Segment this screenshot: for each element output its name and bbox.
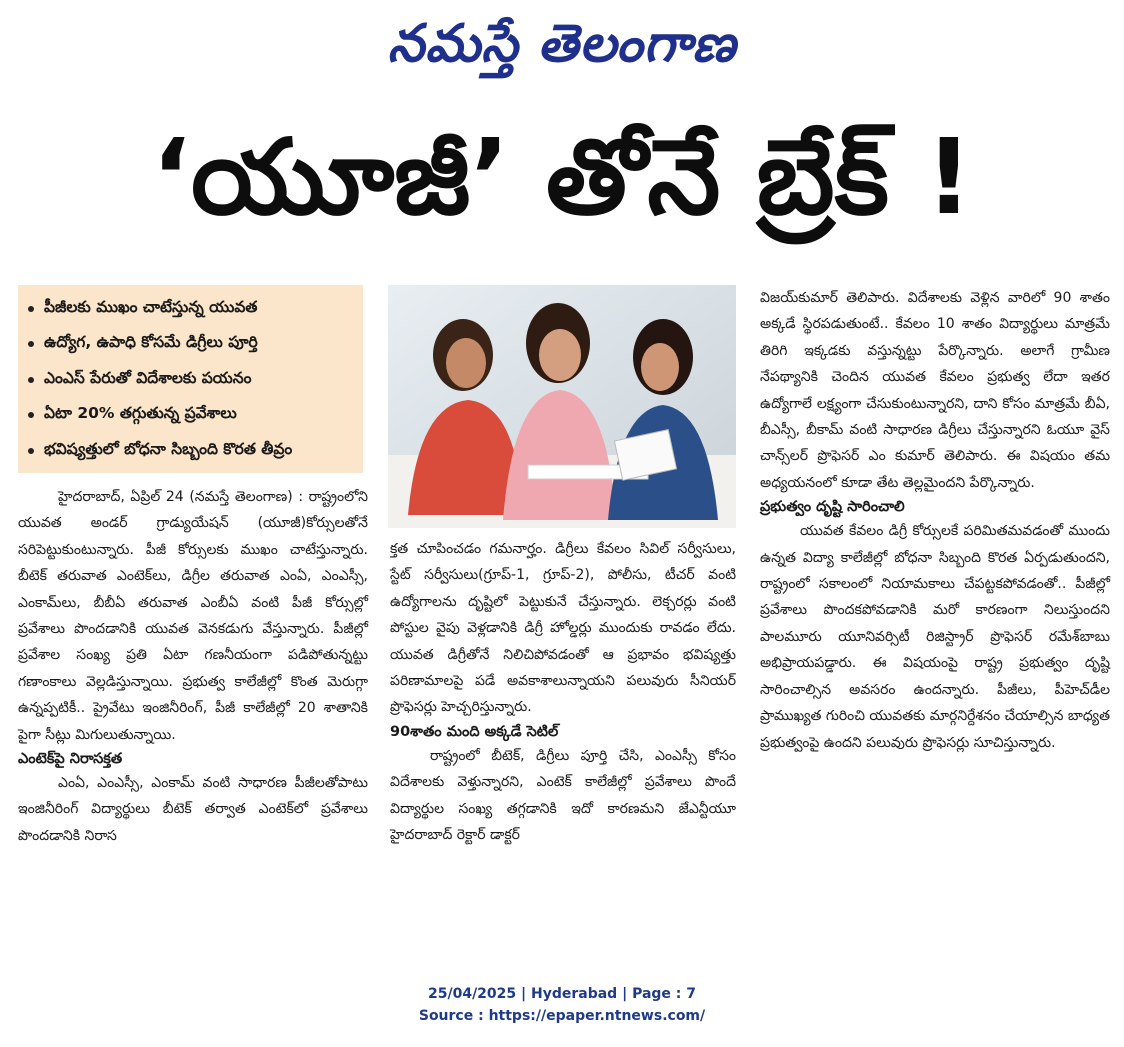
article-paragraph: యువత కేవలం డిగ్రీ కోర్సులకే పరిమితమవడంతో ముందు ఉన్నత విద్యా కాలేజీల్లో బోధనా సిబ్బంది కొరత ఏర్పడుతుందని, రాష్ట్రంలో సకాలంలో నియామకాలు చేపట్టకపోవడంతో.. పీజీల్లో ప్రవేశాలు పొందకపోవడానికి మరో కారణంగా నిలుస్తుందని పాలమూరు యూనివర్సిటీ రిజిస్ట్రార్‌ ప్రొఫెసర్‌ రమేశ్‌బాబు అభిప్రాయపడ్డారు. ఈ విషయంపై రాష్ట్ర ప్రభుత్వం దృష్టి సారించాల్సిన అవసరం ఉందన్నారు. పీజీలు, పీహెచ్‌డీల ప్రాముఖ్యత గురించి యువతకు మార్గనిర్దేశనం చేయాల్సిన బాధ్యత ప్రభుత్వంపై ఉందని పలువురు ప్రొఫెసర్లు సూచిస్తున్నారు. (760, 523, 1110, 751)
article-paragraph: హైదరాబాద్‌, ఏప్రిల్‌ 24 (నమస్తే తెలంగాణ) : రాష్ట్రంలోని యువత అండర్‌ గ్రాడ్యుయేషన్‌ (యూజీ)కోర్సులతోనే సరిపెట్టుకుంటున్నారు. పీజీ కోర్సులకు ముఖం చాటేస్తున్నారు. బీటెక్‌ తరువాత ఎంటెక్‌లు, డిగ్రీల తరువాత ఎంఏ, ఎంఎస్సీ, ఎంకామ్‌లు, బీబీఏ తరువాత ఎంబీఏ వంటి పీజీ కోర్సుల్లో ప్రవేశాలు పొందడానికి యువత వెనకడుగు వేస్తున్నారు. పీజీల్లో ప్రవేశాల సంఖ్య ప్రతి ఏటా గణనీయంగా పడిపోతున్నట్టు గణాంకాలు వెల్లడిస్తున్నాయి. ప్రభుత్వ కాలేజీల్లో కొంత మెరుగ్గా ఉన్నప్పటికీ.. ప్రైవేటు ఇంజినీరింగ్‌, పీజీ కాలేజీల్లో 20 శాతానికి పైగా సీట్లు మిగులుతున్నాయి. (18, 489, 368, 743)
article-headline: ‘యూజీ’ తోనే బ్రేక్‌ ! (151, 116, 973, 238)
highlight-item (28, 362, 353, 398)
footer-date-page: 25/04/2025 | Hyderabad | Page : 7 (427, 986, 697, 1002)
highlights-box (18, 285, 363, 473)
highlight-text: పీజీలకు ముఖం చాటేస్తున్న యువత (44, 297, 258, 316)
highlight-text: ఏటా 20% తగ్గుతున్న ప్రవేశాలు (44, 404, 237, 423)
article-subheading: 90శాతం మంది అక్కడే సెటిల్‌ (390, 723, 559, 740)
highlight-text: భవిష్యత్తులో బోధనా సిబ్బంది కొరత తీవ్రం (44, 439, 293, 458)
article-photo (388, 285, 736, 528)
bullet-icon (28, 448, 34, 454)
article-subheading: ప్రభుత్వం దృష్టి సారించాలి (760, 499, 905, 516)
highlight-item (28, 327, 353, 363)
article-column-3 (760, 285, 1110, 756)
bullet-icon (28, 377, 34, 383)
bullet-icon (28, 306, 34, 312)
article-subheading: ఎంటెక్‌పై నిరాసక్తత (18, 751, 123, 768)
footer-source: Source : https://epaper.ntnews.com/ (418, 1008, 706, 1024)
article-paragraph: క్తత చూపించడం గమనార్హం. డిగ్రీలు కేవలం సివిల్‌ సర్వీసులు, స్టేట్‌ సర్వీసులు(గ్రూప్‌-1, గ్రూప్‌-2), పోలీసు, టీచర్‌ వంటి ఉద్యోగాలను దృష్టిలో పెట్టుకునే చేస్తున్నారు. లెక్చరర్లు వంటి పోస్టుల వైపు వెళ్లడానికి డిగ్రీ హోల్డర్లు ముందుకు రావడం లేదు. యువత డిగ్రీతోనే నిలిచిపోవడంతో ఆ ప్రభావం భవిష్యత్తు పరిణామాలపై పడే అవకాశాలున్నాయని పలువురు సీనియర్‌ ప్రొఫెసర్లు హెచ్చరిస్తున్నారు. (390, 541, 736, 716)
article-paragraph: ఎంఏ, ఎంఎస్సీ, ఎంకామ్‌ వంటి సాధారణ పీజీలతోపాటు ఇంజినీరింగ్‌ విద్యార్థులు బీటెక్‌ తర్వాత ఎంటెక్‌లో ప్రవేశాలు పొందడానికి నిరాస (18, 775, 368, 844)
article-column-2 (390, 536, 736, 848)
bullet-icon (28, 341, 34, 347)
bullet-icon (28, 412, 34, 418)
highlight-item (28, 433, 353, 469)
highlight-text: ఉద్యోగ, ఉపాధి కోసమే డిగ్రీలు పూర్తి (44, 333, 258, 352)
highlight-text: ఎంఎస్‌ పేరుతో విదేశాలకు పయనం (44, 368, 252, 387)
students-photo-illustration (388, 285, 736, 528)
article-paragraph: రాష్ట్రంలో బీటెక్‌, డిగ్రీలు పూర్తి చేసి, ఎంఎస్సీ కోసం విదేశాలకు వెళ్తున్నారని, ఎంటెక్‌ కాలేజీల్లో ప్రవేశాలు పొందే విద్యార్థుల సంఖ్య తగ్గడానికి ఇదో కారణమని జేఎన్టీయూ హైదరాబాద్‌ రెక్టార్‌ డాక్టర్‌ (390, 747, 736, 844)
highlight-item (28, 291, 353, 327)
article-column-1 (18, 484, 368, 849)
highlight-item (28, 398, 353, 434)
article-paragraph: విజయ్‌కుమార్‌ తెలిపారు. విదేశాలకు వెళ్లిన వారిలో 90 శాతం అక్కడే స్థిరపడుతుంటే.. కేవలం 10 శాతం విద్యార్థులు మాత్రమే తిరిగి ఇక్కడకు వస్తున్నట్టు పేర్కొన్నారు. అలాగే గ్రామీణ నేపథ్యానికి చెందిన యువత కేవలం ప్రభుత్వ లేదా ఇతర ఉద్యోగాలే లక్ష్యంగా చేసుకుంటున్నారని, దాని కోసం మాత్రమే బీఏ, బీఎస్సీ, బీకామ్‌ వంటి సాధారణ డిగ్రీలు చేస్తున్నారని ఓయూ వైస్‌ చాన్స్‌లర్‌ ప్రొఫెసర్‌ ఎం కుమార్‌ తెలిపారు. ఈ విషయం తమ అధ్యయనంలో కూడా తేట తెల్లమైందని పేర్కొన్నారు. (760, 290, 1110, 491)
newspaper-masthead: నమస్తే తెలంగాణ (387, 14, 737, 74)
